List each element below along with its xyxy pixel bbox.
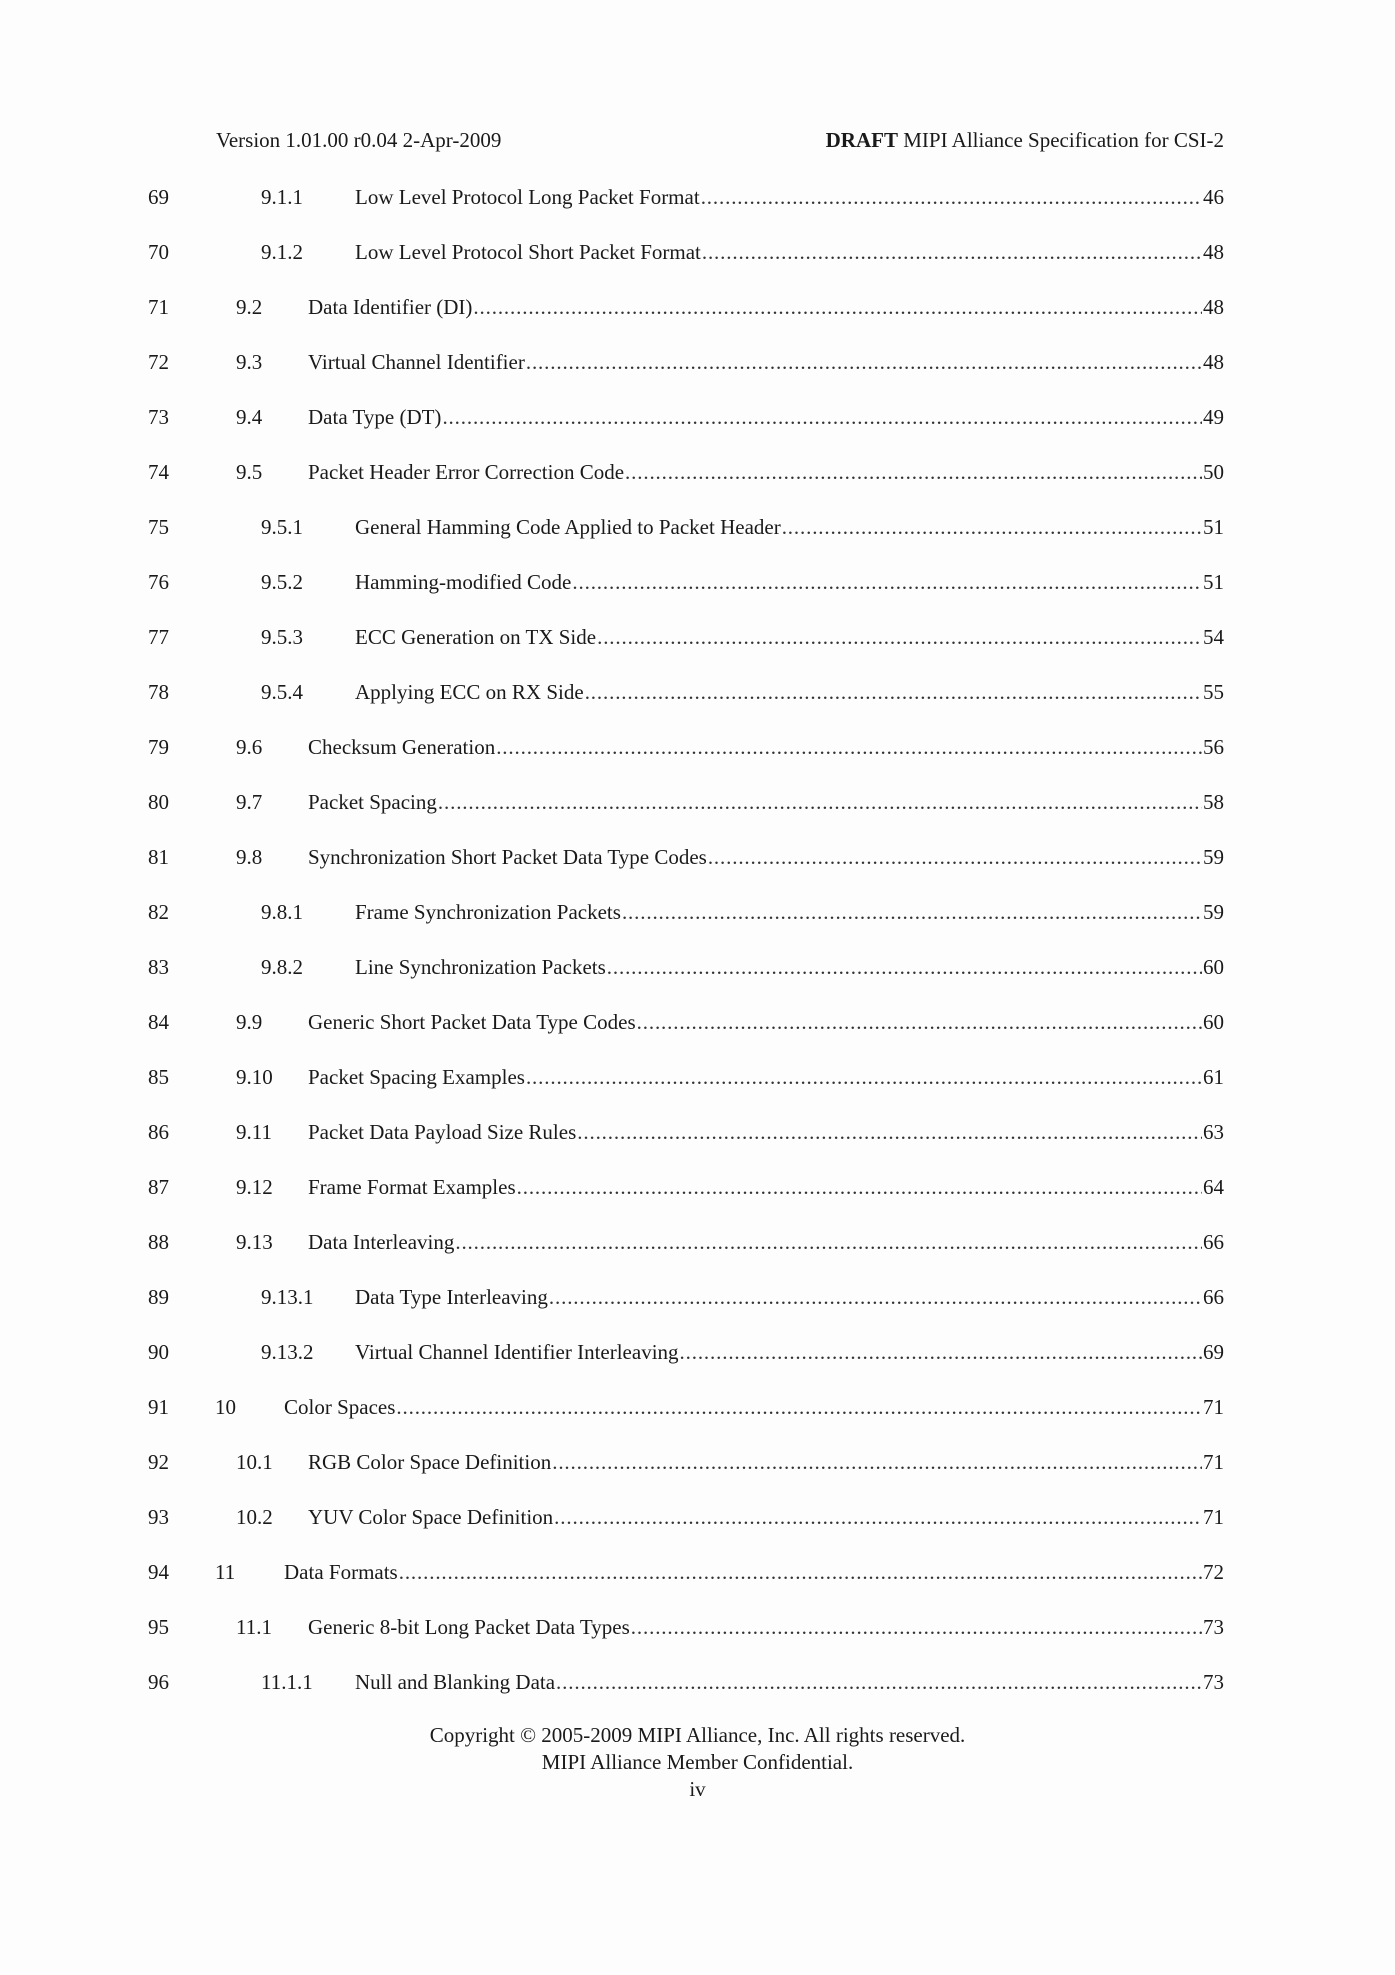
dot-leader — [708, 840, 1202, 874]
page-reference: 60 — [1203, 955, 1224, 979]
page-reference: 71 — [1203, 1505, 1224, 1529]
section-title: Synchronization Short Packet Data Type Codes — [308, 845, 707, 869]
section-title: Data Interleaving — [308, 1230, 455, 1254]
line-number: 87 — [148, 1175, 169, 1199]
section-number: 9.5.1 — [261, 515, 303, 539]
dot-leader — [585, 675, 1202, 709]
section-number: 9.13 — [236, 1230, 273, 1254]
page-reference: 51 — [1203, 515, 1224, 539]
section-title: Null and Blanking Data — [355, 1670, 556, 1694]
dot-leader — [554, 1500, 1202, 1534]
page-reference: 55 — [1203, 680, 1224, 704]
dot-leader — [526, 345, 1202, 379]
section-number: 9.5.4 — [261, 680, 303, 704]
dot-leader — [442, 400, 1202, 434]
toc-row — [0, 675, 1395, 730]
toc-entry-link[interactable] — [308, 1500, 1224, 1534]
line-number: 92 — [148, 1450, 169, 1474]
page-reference: 61 — [1203, 1065, 1224, 1089]
section-number: 9.4 — [236, 405, 263, 429]
page-reference: 60 — [1203, 1010, 1224, 1034]
page-reference: 73 — [1203, 1670, 1224, 1694]
section-number: 9.5.3 — [261, 625, 303, 649]
line-number: 81 — [148, 845, 169, 869]
line-number: 86 — [148, 1120, 169, 1144]
line-number: 94 — [148, 1560, 169, 1584]
line-number: 78 — [148, 680, 169, 704]
section-title: Data Formats — [284, 1560, 398, 1584]
dot-leader — [517, 1170, 1202, 1204]
section-title: Applying ECC on RX Side — [355, 680, 584, 704]
page-reference: 49 — [1203, 405, 1224, 429]
toc-entry-link[interactable] — [308, 400, 1224, 434]
toc-entry-link[interactable] — [355, 895, 1224, 929]
page-reference: 71 — [1203, 1395, 1224, 1419]
section-title: Line Synchronization Packets — [355, 955, 606, 979]
section-number: 9.5.2 — [261, 570, 303, 594]
page-reference: 63 — [1203, 1120, 1224, 1144]
dot-leader — [556, 1665, 1202, 1699]
section-number: 9.8.2 — [261, 955, 303, 979]
page-reference: 58 — [1203, 790, 1224, 814]
line-number: 93 — [148, 1505, 169, 1529]
section-title: Data Type (DT) — [308, 405, 442, 429]
page-reference: 48 — [1203, 295, 1224, 319]
page-reference: 69 — [1203, 1340, 1224, 1364]
toc-row — [0, 950, 1395, 1005]
copyright-notice: Copyright © 2005-2009 MIPI Alliance, Inc. All rights reserved. — [429, 1723, 966, 1747]
dot-leader — [680, 1335, 1202, 1369]
toc-row — [0, 1610, 1395, 1665]
section-title: Frame Synchronization Packets — [355, 900, 621, 924]
page-header — [216, 125, 1224, 155]
section-number: 9.1.2 — [261, 240, 303, 264]
toc-entry-link[interactable] — [284, 1390, 1224, 1424]
toc-row — [0, 620, 1395, 675]
line-number: 74 — [148, 460, 169, 484]
toc-row — [0, 730, 1395, 785]
toc-row — [0, 235, 1395, 290]
toc-entry-link[interactable] — [308, 1115, 1224, 1149]
section-title: YUV Color Space Definition — [308, 1505, 554, 1529]
line-number: 84 — [148, 1010, 169, 1034]
line-number: 69 — [148, 185, 169, 209]
dot-leader — [552, 1445, 1202, 1479]
toc-entry-link[interactable] — [355, 620, 1224, 654]
dot-leader — [782, 510, 1202, 544]
toc-entry-link[interactable] — [355, 1280, 1224, 1314]
page-reference: 56 — [1203, 735, 1224, 759]
toc-entry-link[interactable] — [308, 1225, 1224, 1259]
toc-entry-link[interactable] — [355, 950, 1224, 984]
toc-row — [0, 1555, 1395, 1610]
toc-entry-link[interactable] — [308, 1610, 1224, 1644]
section-title: ECC Generation on TX Side — [355, 625, 597, 649]
line-number: 88 — [148, 1230, 169, 1254]
toc-row — [0, 895, 1395, 950]
toc-row — [0, 400, 1395, 455]
dot-leader — [625, 455, 1202, 489]
section-title: Packet Spacing Examples — [308, 1065, 525, 1089]
section-number: 9.5 — [236, 460, 263, 484]
section-title: Data Type Interleaving — [355, 1285, 548, 1309]
toc-entry-link[interactable] — [308, 730, 1224, 764]
toc-row — [0, 1280, 1395, 1335]
toc-entry-link[interactable] — [355, 235, 1224, 269]
toc-row — [0, 1005, 1395, 1060]
toc-row — [0, 290, 1395, 345]
dot-leader — [399, 1555, 1202, 1589]
section-number: 9.8 — [236, 845, 263, 869]
line-number: 82 — [148, 900, 169, 924]
line-number: 95 — [148, 1615, 169, 1639]
page-reference: 64 — [1203, 1175, 1224, 1199]
section-title: General Hamming Code Applied to Packet Header — [355, 515, 781, 539]
line-number: 85 — [148, 1065, 169, 1089]
dot-leader — [631, 1610, 1202, 1644]
page-reference: 54 — [1203, 625, 1224, 649]
version-info: Version 1.01.00 r0.04 2-Apr-2009 — [216, 128, 502, 152]
toc-row — [0, 1500, 1395, 1555]
confidential-notice: MIPI Alliance Member Confidential. — [541, 1750, 854, 1774]
line-number: 75 — [148, 515, 169, 539]
draft-label: DRAFT — [825, 128, 898, 152]
toc-entry-link[interactable] — [308, 785, 1224, 819]
spec-title — [826, 125, 1224, 155]
section-title: Generic 8-bit Long Packet Data Types — [308, 1615, 630, 1639]
section-title: Hamming-modified Code — [355, 570, 572, 594]
dot-leader — [473, 290, 1202, 324]
section-title: Packet Spacing — [308, 790, 437, 814]
line-number: 91 — [148, 1395, 169, 1419]
section-title: Low Level Protocol Short Packet Format — [355, 240, 701, 264]
page-footer — [0, 1722, 1395, 1803]
toc-entry-link[interactable] — [308, 345, 1224, 379]
section-number: 11.1.1 — [261, 1670, 313, 1694]
dot-leader — [637, 1005, 1202, 1039]
section-title: Packet Header Error Correction Code — [308, 460, 625, 484]
dot-leader — [701, 180, 1202, 214]
toc-row — [0, 1115, 1395, 1170]
section-title: Data Identifier (DI) — [308, 295, 473, 319]
dot-leader — [455, 1225, 1202, 1259]
toc-row — [0, 1390, 1395, 1445]
line-number: 89 — [148, 1285, 169, 1309]
toc-row — [0, 785, 1395, 840]
toc-row — [0, 455, 1395, 510]
line-number: 80 — [148, 790, 169, 814]
section-number: 9.3 — [236, 350, 263, 374]
toc-entry-link[interactable] — [355, 510, 1224, 544]
dot-leader — [526, 1060, 1202, 1094]
line-number: 71 — [148, 295, 169, 319]
toc-entry-link[interactable] — [308, 290, 1224, 324]
toc-entry-link[interactable] — [355, 180, 1224, 214]
page-reference: 59 — [1203, 845, 1224, 869]
line-number: 70 — [148, 240, 169, 264]
line-number: 76 — [148, 570, 169, 594]
page-reference: 51 — [1203, 570, 1224, 594]
toc-entry-link[interactable] — [308, 1170, 1224, 1204]
toc-row — [0, 565, 1395, 620]
page-reference: 50 — [1203, 460, 1224, 484]
dot-leader — [549, 1280, 1202, 1314]
page-reference: 71 — [1203, 1450, 1224, 1474]
page-reference: 48 — [1203, 240, 1224, 264]
dot-leader — [597, 620, 1202, 654]
section-title: Packet Data Payload Size Rules — [308, 1120, 577, 1144]
toc-entry-link[interactable] — [355, 1665, 1224, 1699]
section-number: 9.2 — [236, 295, 263, 319]
section-number: 9.9 — [236, 1010, 263, 1034]
toc-row — [0, 1445, 1395, 1500]
toc-entry-link[interactable] — [355, 675, 1224, 709]
line-number: 90 — [148, 1340, 169, 1364]
page-reference: 46 — [1203, 185, 1224, 209]
page-number: iv — [689, 1777, 706, 1801]
page-reference: 66 — [1203, 1285, 1224, 1309]
section-number: 10 — [215, 1395, 236, 1419]
toc-entry-link[interactable] — [308, 840, 1224, 874]
section-number: 9.8.1 — [261, 900, 303, 924]
section-title: Low Level Protocol Long Packet Format — [355, 185, 700, 209]
toc-row — [0, 345, 1395, 400]
toc-entry-link[interactable] — [355, 565, 1224, 599]
toc-entry-link[interactable] — [308, 1060, 1224, 1094]
section-number: 9.13.1 — [261, 1285, 314, 1309]
toc-row — [0, 840, 1395, 895]
section-title: Color Spaces — [284, 1395, 396, 1419]
line-number: 72 — [148, 350, 169, 374]
toc-row — [0, 1335, 1395, 1390]
dot-leader — [496, 730, 1202, 764]
section-number: 9.11 — [236, 1120, 272, 1144]
section-title: RGB Color Space Definition — [308, 1450, 552, 1474]
page-reference: 48 — [1203, 350, 1224, 374]
section-title: Virtual Channel Identifier Interleaving — [355, 1340, 679, 1364]
dot-leader — [396, 1390, 1202, 1424]
section-title: Checksum Generation — [308, 735, 496, 759]
line-number: 73 — [148, 405, 169, 429]
dot-leader — [702, 235, 1202, 269]
toc-row — [0, 180, 1395, 235]
section-number: 11 — [215, 1560, 236, 1584]
table-of-contents — [0, 180, 1395, 1720]
section-number: 10.1 — [236, 1450, 273, 1474]
section-number: 9.13.2 — [261, 1340, 314, 1364]
toc-row — [0, 1665, 1395, 1720]
section-number: 9.6 — [236, 735, 263, 759]
spec-name: MIPI Alliance Specification for CSI-2 — [897, 128, 1224, 152]
section-number: 9.7 — [236, 790, 263, 814]
dot-leader — [577, 1115, 1202, 1149]
page-reference: 72 — [1203, 1560, 1224, 1584]
dot-leader — [438, 785, 1202, 819]
page-reference: 59 — [1203, 900, 1224, 924]
line-number: 79 — [148, 735, 169, 759]
dot-leader — [622, 895, 1202, 929]
toc-entry-link[interactable] — [308, 1005, 1224, 1039]
toc-row — [0, 1170, 1395, 1225]
section-number: 11.1 — [236, 1615, 272, 1639]
section-title: Generic Short Packet Data Type Codes — [308, 1010, 636, 1034]
section-number: 9.12 — [236, 1175, 273, 1199]
line-number: 96 — [148, 1670, 169, 1694]
page-reference: 66 — [1203, 1230, 1224, 1254]
toc-entry-link[interactable] — [308, 455, 1224, 489]
section-number: 9.10 — [236, 1065, 273, 1089]
dot-leader — [607, 950, 1202, 984]
toc-row — [0, 1225, 1395, 1280]
toc-entry-link[interactable] — [284, 1555, 1224, 1589]
toc-row — [0, 1060, 1395, 1115]
section-number: 9.1.1 — [261, 185, 303, 209]
line-number: 83 — [148, 955, 169, 979]
section-number: 10.2 — [236, 1505, 273, 1529]
section-title: Virtual Channel Identifier — [308, 350, 525, 374]
toc-entry-link[interactable] — [355, 1335, 1224, 1369]
section-title: Frame Format Examples — [308, 1175, 516, 1199]
line-number: 77 — [148, 625, 169, 649]
page-reference: 73 — [1203, 1615, 1224, 1639]
toc-row — [0, 510, 1395, 565]
dot-leader — [572, 565, 1202, 599]
toc-entry-link[interactable] — [308, 1445, 1224, 1479]
